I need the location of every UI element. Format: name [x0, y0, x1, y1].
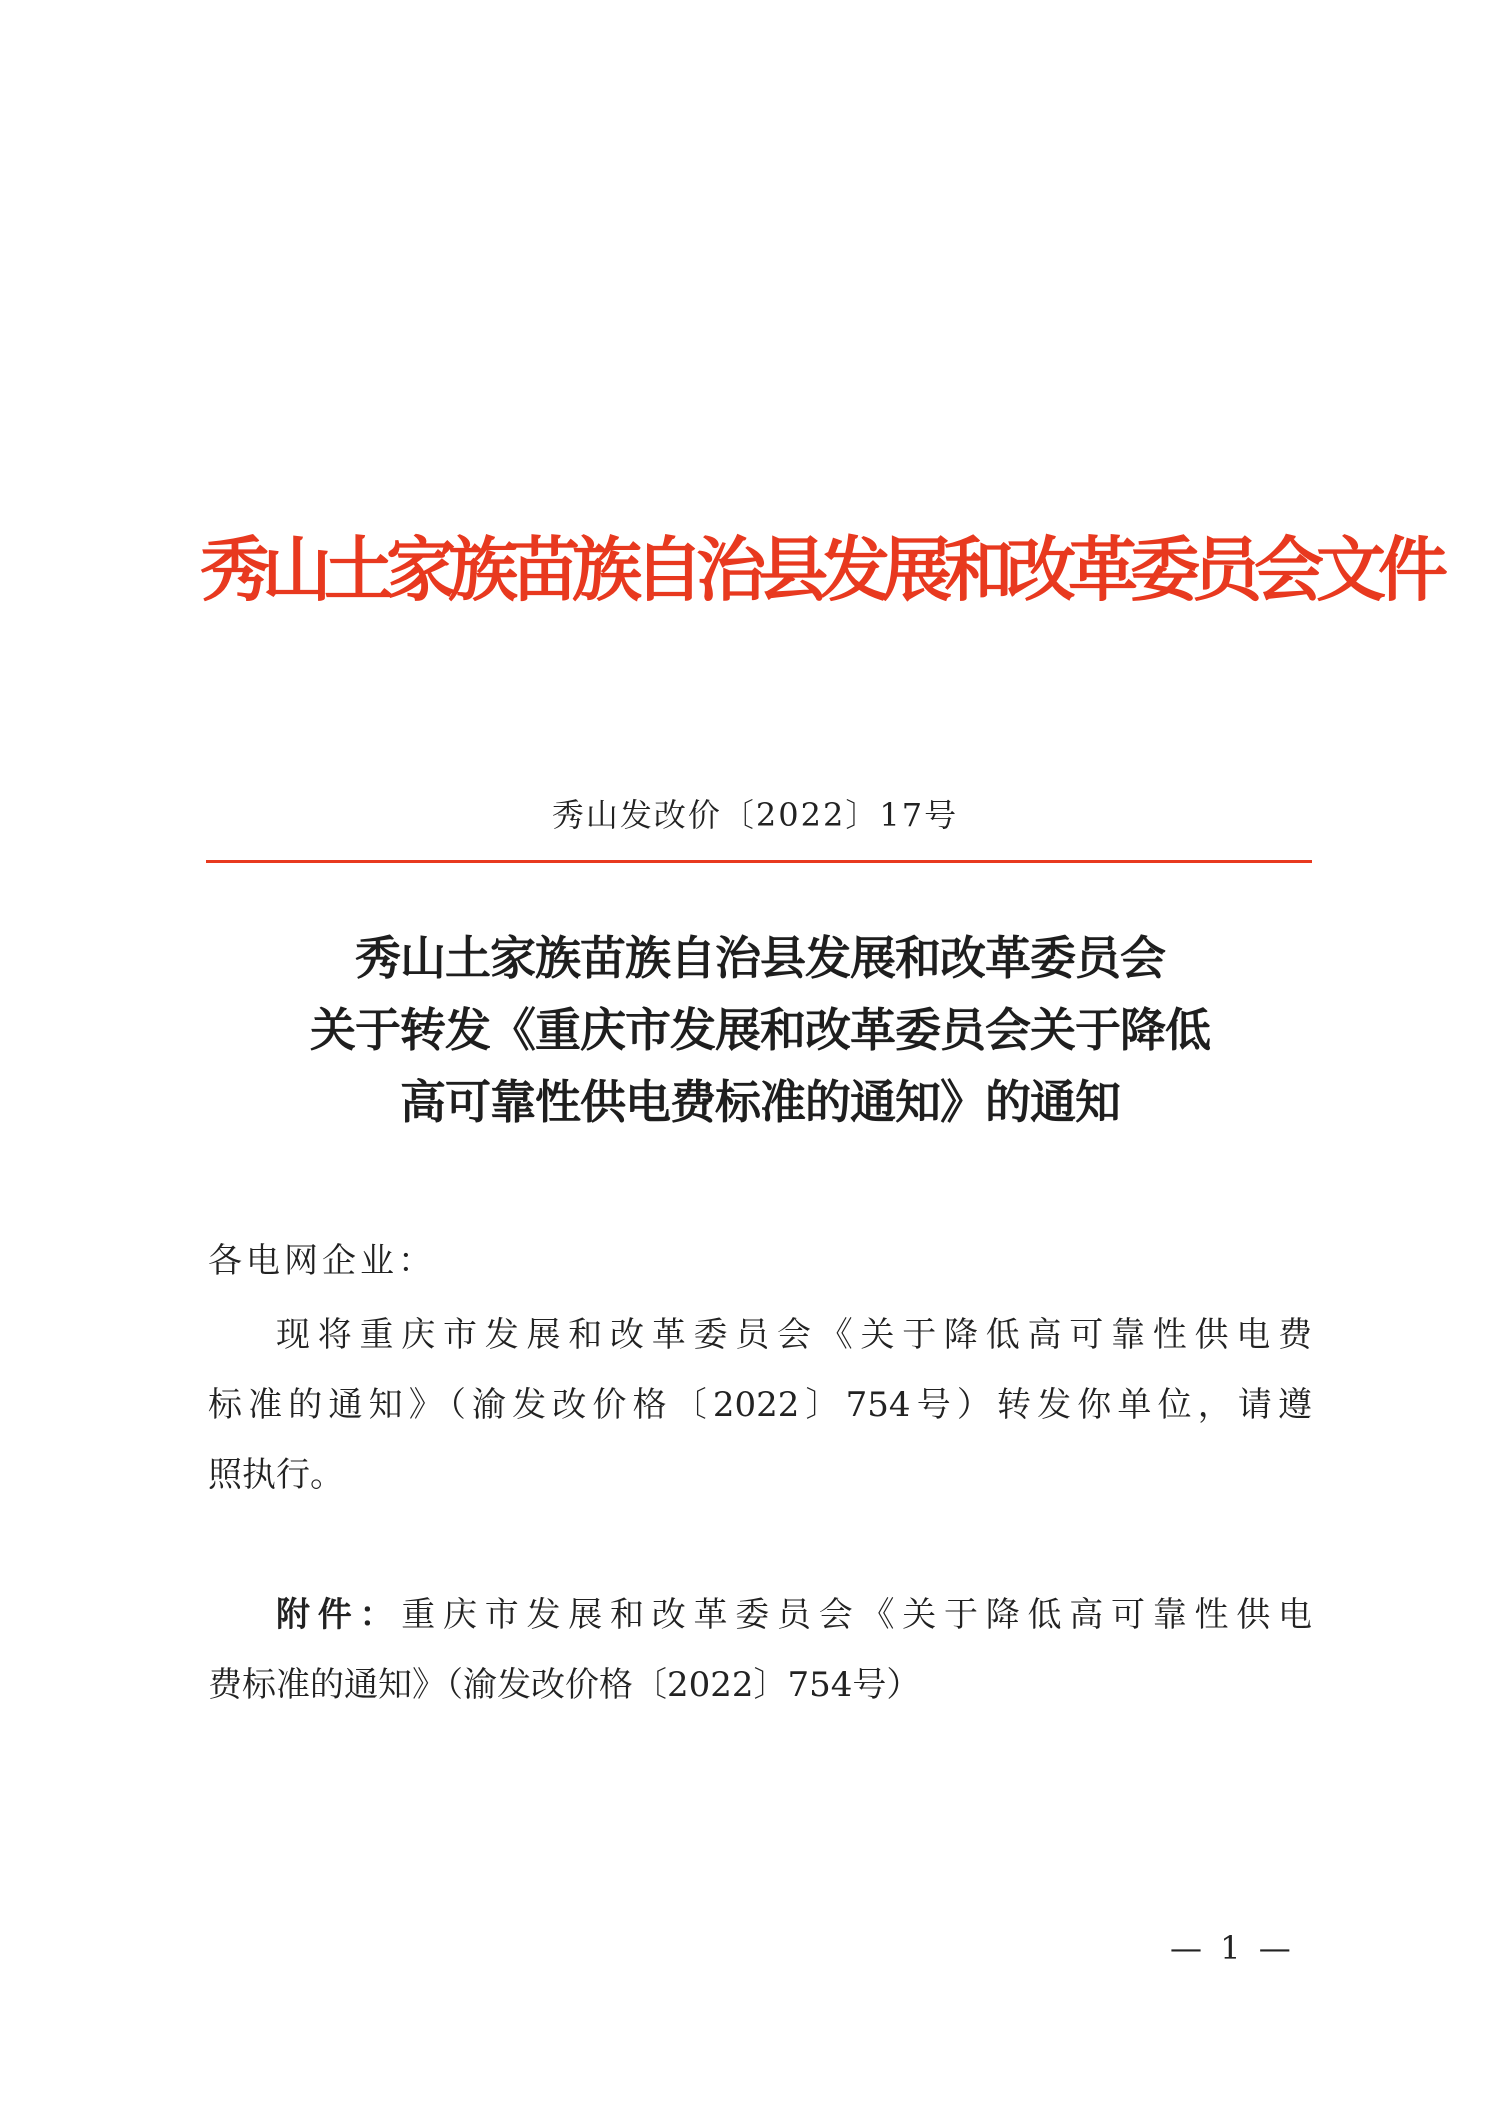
notice-title-line: 关于转发《重庆市发展和改革委员会关于降低 — [310, 1003, 1210, 1057]
notice-title-line: 高可靠性供电费标准的通知》的通知 — [400, 1075, 1120, 1129]
salutation: 各电网企业： — [208, 1241, 436, 1281]
attachment-text: 重庆市发展和改革委员会《关于降低高可靠性供电 — [401, 1595, 1312, 1635]
notice-title-line: 秀山土家族苗族自治县发展和改革委员会 — [355, 931, 1165, 985]
attachment-line — [208, 1580, 1312, 1650]
issuing-authority-header: 秀山土家族苗族自治县发展和改革委员会文件 — [200, 529, 1440, 611]
body-paragraph — [208, 1300, 1312, 1510]
body-line: 照执行。 — [208, 1455, 344, 1495]
attachment-paragraph — [208, 1580, 1312, 1720]
body-line: 现将重庆市发展和改革委员会《关于降低高可靠性供电费 — [276, 1315, 1312, 1355]
attachment-line: 费标准的通知》（渝发改价格〔2022〕754号） — [208, 1665, 921, 1705]
notice-title — [200, 922, 1320, 1138]
attachment-label: 附件： — [276, 1595, 402, 1635]
red-divider-line — [206, 860, 1312, 863]
document-number: 秀山发改价〔2022〕17号 — [551, 796, 959, 834]
page-number: — 1 — — [1170, 1929, 1295, 1967]
body-line: 标准的通知》（渝发改价格〔2022〕754号）转发你单位，请遵 — [208, 1385, 1312, 1425]
